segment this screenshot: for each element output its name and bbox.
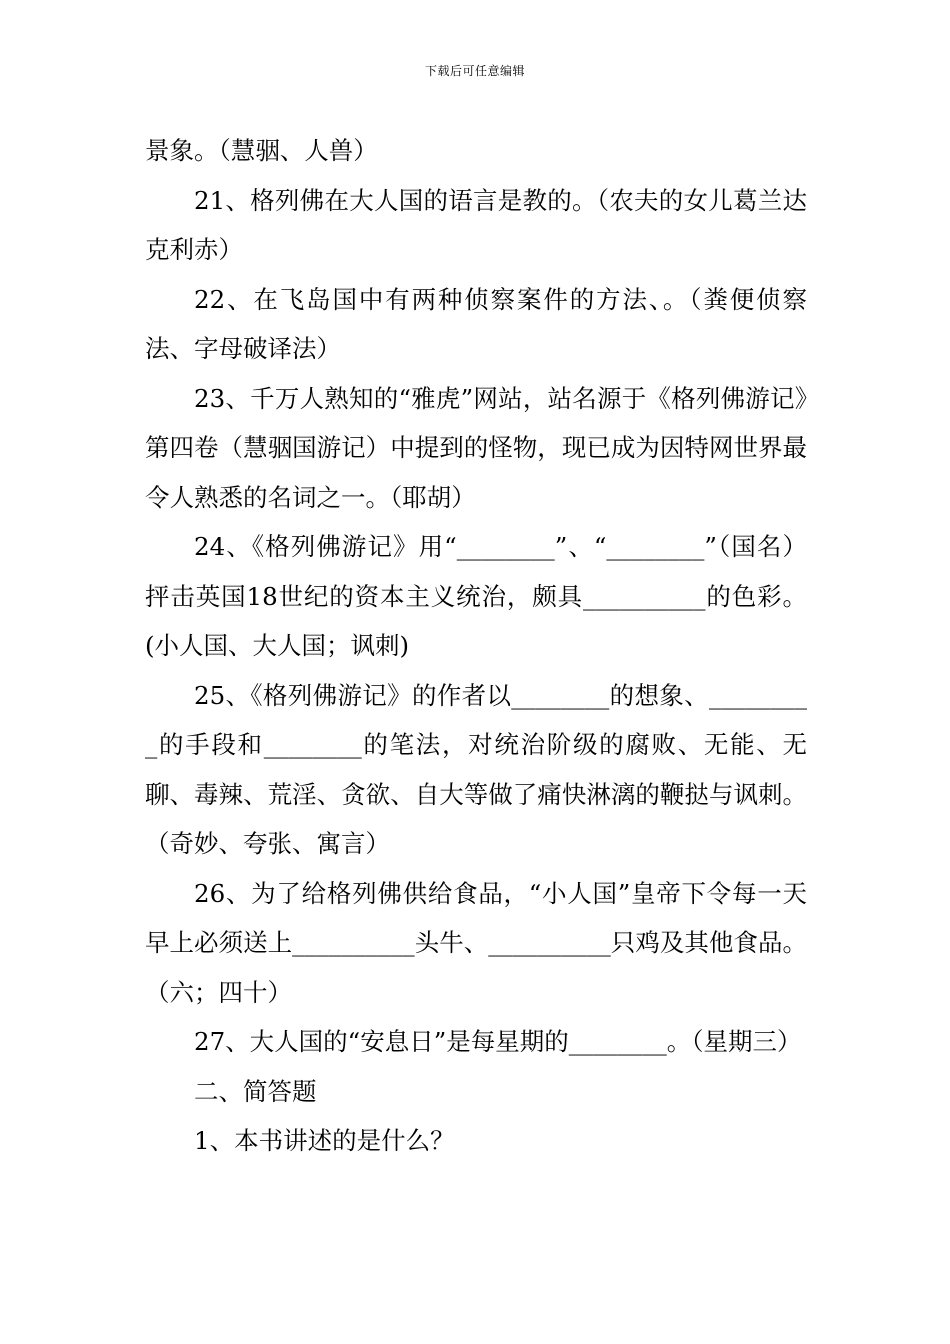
document-body (145, 126, 807, 1166)
question-22: 22、在飞岛国中有两种侦察案件的方法、。（粪便侦察法、字母破译法） (145, 284, 807, 363)
short-answer-question-1: 1、本书讲述的是什么？ (194, 1126, 455, 1155)
paragraph-continuation: 景象。（慧骃、人兽） (145, 136, 378, 165)
question-23: 23、千万人熟知的“雅虎”网站，站名源于《格列佛游记》第四卷（慧骃国游记）中提到的怪物，现已成为因特网世界最令人熟悉的名词之一。（耶胡） (145, 383, 807, 512)
question-24: 24、《格列佛游记》用“________”、“________”（国名）抨击英国18世纪的资本主义统治，颇具__________的色彩。(小人国、大人国；讽刺) (145, 532, 807, 660)
page-header: 下载后可任意编辑 (424, 64, 525, 78)
question-26: 26、为了给格列佛供给食品，“小人国”皇帝下令每一天早上必须送上__________头牛、__________只鸡及其他食品。（六；四十） (145, 878, 807, 1007)
question-27: 27、大人国的“安息日”是每星期的________。（星期三） (194, 1027, 802, 1056)
question-21: 21、格列佛在大人国的语言是教的。（农夫的女儿葛兰达克利赤） (145, 185, 807, 264)
section-heading-short-answer: 二、简答题 (194, 1076, 317, 1106)
question-25: 25、《格列佛游记》的作者以________的想象、_________的手段和________的笔法，对统治阶级的腐败、无能、无聊、毒辣、荒淫、贪欲、自大等做了痛快淋漓的鞭挞与讽刺。（奇妙、夸张、寓言） (145, 680, 807, 858)
